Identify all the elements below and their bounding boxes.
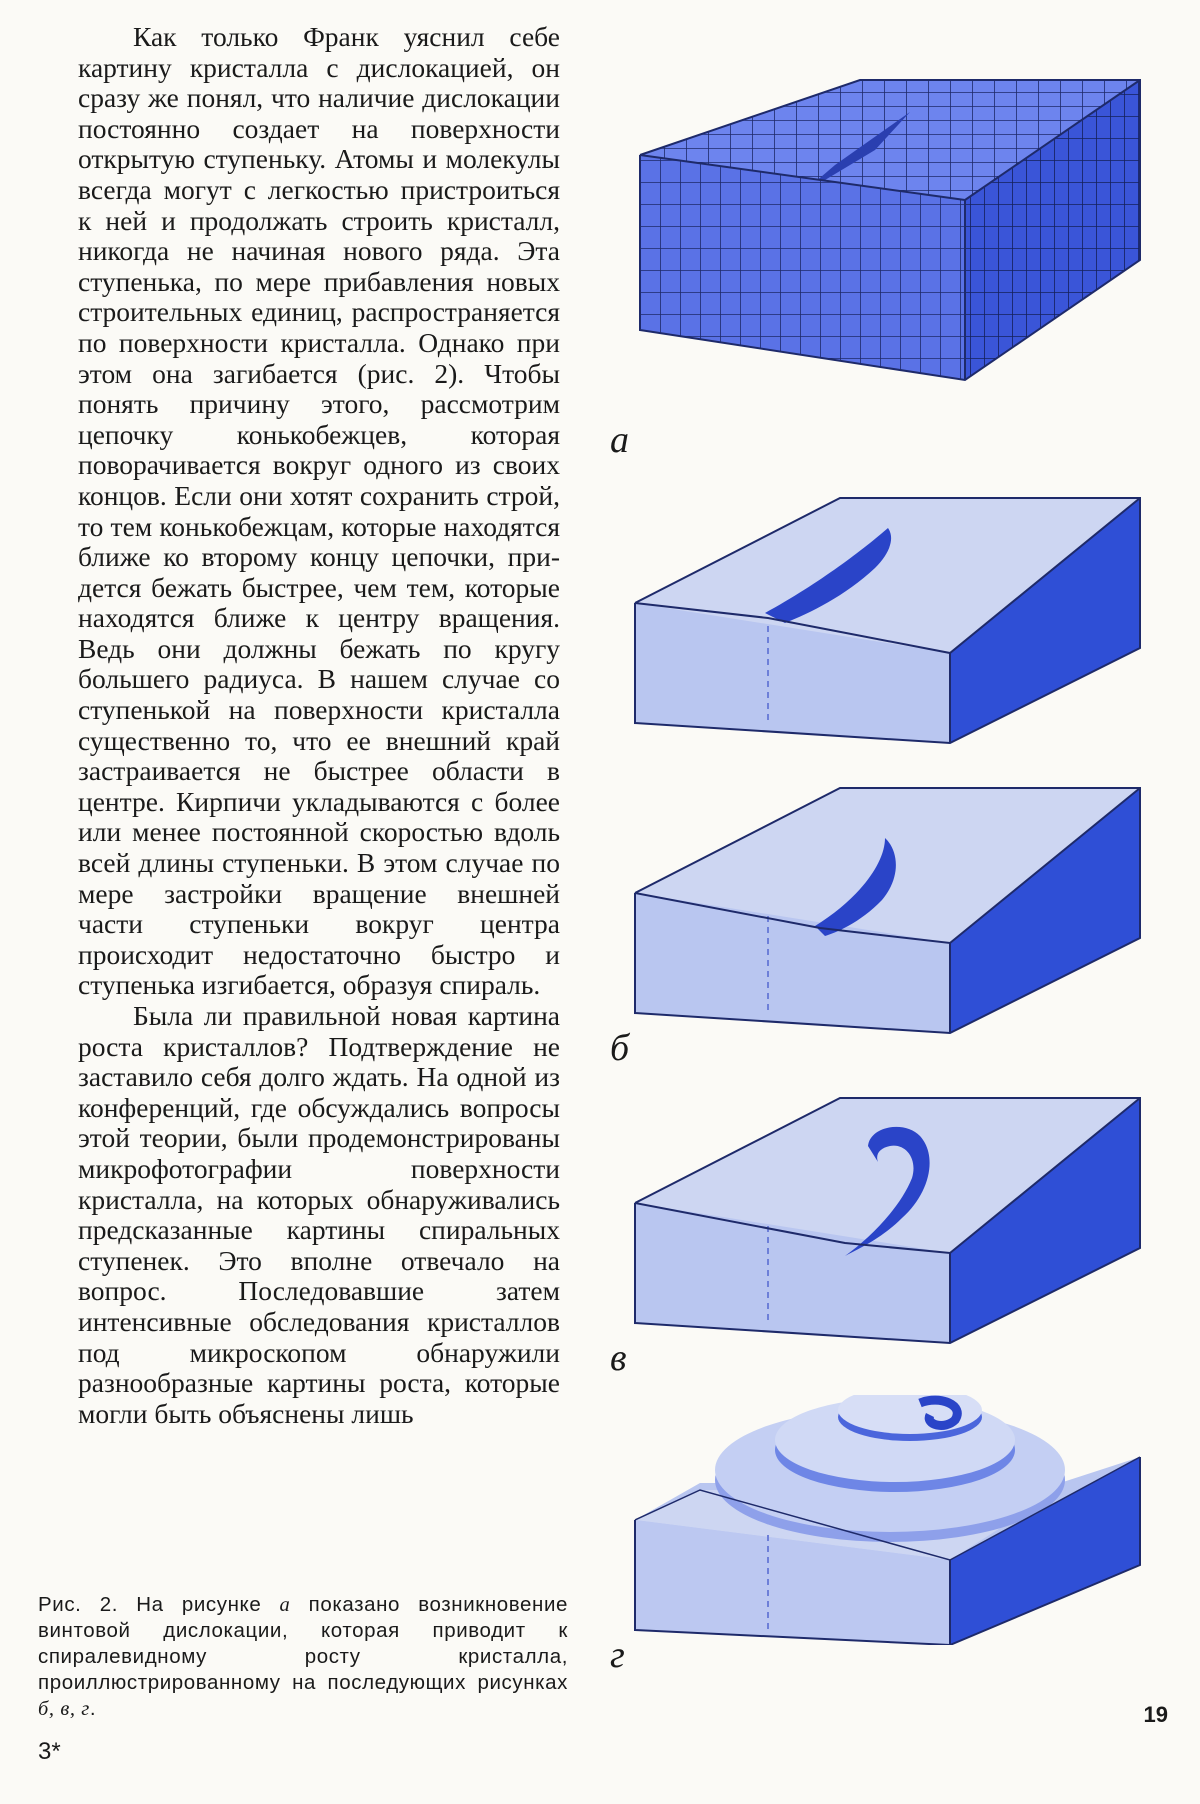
figure-d bbox=[610, 1395, 1180, 1695]
paragraph-1: Как только Франк уяснил себе картину кристалла с дислокацией, он сразу же понял, что наличие дислокации постоянно создает на поверхности открытую ступеньку. Атомы и молекулы всегда могут с легкостью пристроиться к ней и продолжать строить кристалл, никогда не начиная нового ряда. Эта ступенька, по мере прибавления новых строительных единиц, распространяется по поверхности кристалла. Однако при этом она загибается (рис. 2). Чтобы понять причину этого, рассмотрим цепочку конькобежцев, которая поворачивается вокруг одного из своих концов. Если они хотят сохранить строй, то тем конькобежцам, которые находятся ближе ко второму концу цепочки, придется бежать быстрее, чем тем, которые находятся ближе к центру вращения. Ведь они должны бежать по кругу большего радиуса. В нашем случае со ступенькой на поверхности кристалла существенно то, что ее внешний край застраивается не быстрее области в центре. Кирпичи укладываются с более или менее постоянной скоростью вдоль всей длины ступеньки. В этом случае по мере застройки вращение внешней части ступеньки вокруг центра происходит недостаточно быстро и ступенька изгибается, образуя спираль. bbox=[78, 21, 560, 1001]
figure-caption bbox=[38, 1592, 568, 1722]
body-text bbox=[78, 22, 560, 1429]
signature-mark: 3* bbox=[38, 1738, 61, 1765]
caption-suffix: . bbox=[89, 1697, 97, 1720]
page-number: 19 bbox=[1143, 1702, 1168, 1727]
figure-label-b: б bbox=[610, 1027, 630, 1069]
figure-g bbox=[610, 1088, 1180, 1388]
figure-label-v: в bbox=[610, 1337, 627, 1379]
figure-b bbox=[620, 488, 1180, 768]
figure-label-a: а bbox=[610, 419, 629, 461]
figure-v bbox=[610, 778, 1180, 1078]
figure-label-g: г bbox=[610, 1634, 625, 1676]
crystal-step-illustration-b bbox=[620, 488, 1180, 748]
crystal-spiral-illustration bbox=[620, 1395, 1180, 1645]
paragraph-2: Была ли правильной новая картина роста кристаллов? Подтверждение не заставило себя долго ждать. На одной из конференций, где обсуждались вопросы этой теории, были продемонстрированы микрофотографии поверхности кристалла, на которых обнаруживались предсказанные картины спиральных ступенек. Это вполне отвечало на вопрос. Последовавшие затем интенсивные обследования кристаллов под микроскопом обнаружили разнообразные картины роста, которые могли быть объяснены лишь bbox=[78, 1000, 560, 1429]
crystal-step-illustration-d bbox=[620, 1088, 1180, 1348]
caption-letter-a: а bbox=[279, 1594, 291, 1616]
caption-middle: показано возникновение винтовой дислокации, которая приводит к спиралевидному росту кристалла, проиллюстрированному на последующих рисунках bbox=[38, 1593, 568, 1694]
crystal-step-illustration-c bbox=[620, 778, 1180, 1038]
caption-prefix: Рис. 2. На рисунке bbox=[38, 1593, 280, 1616]
grid-crystal-illustration bbox=[620, 50, 1180, 390]
caption-letters-rest: б, в, г bbox=[38, 1698, 90, 1720]
figure-a bbox=[610, 50, 1180, 470]
